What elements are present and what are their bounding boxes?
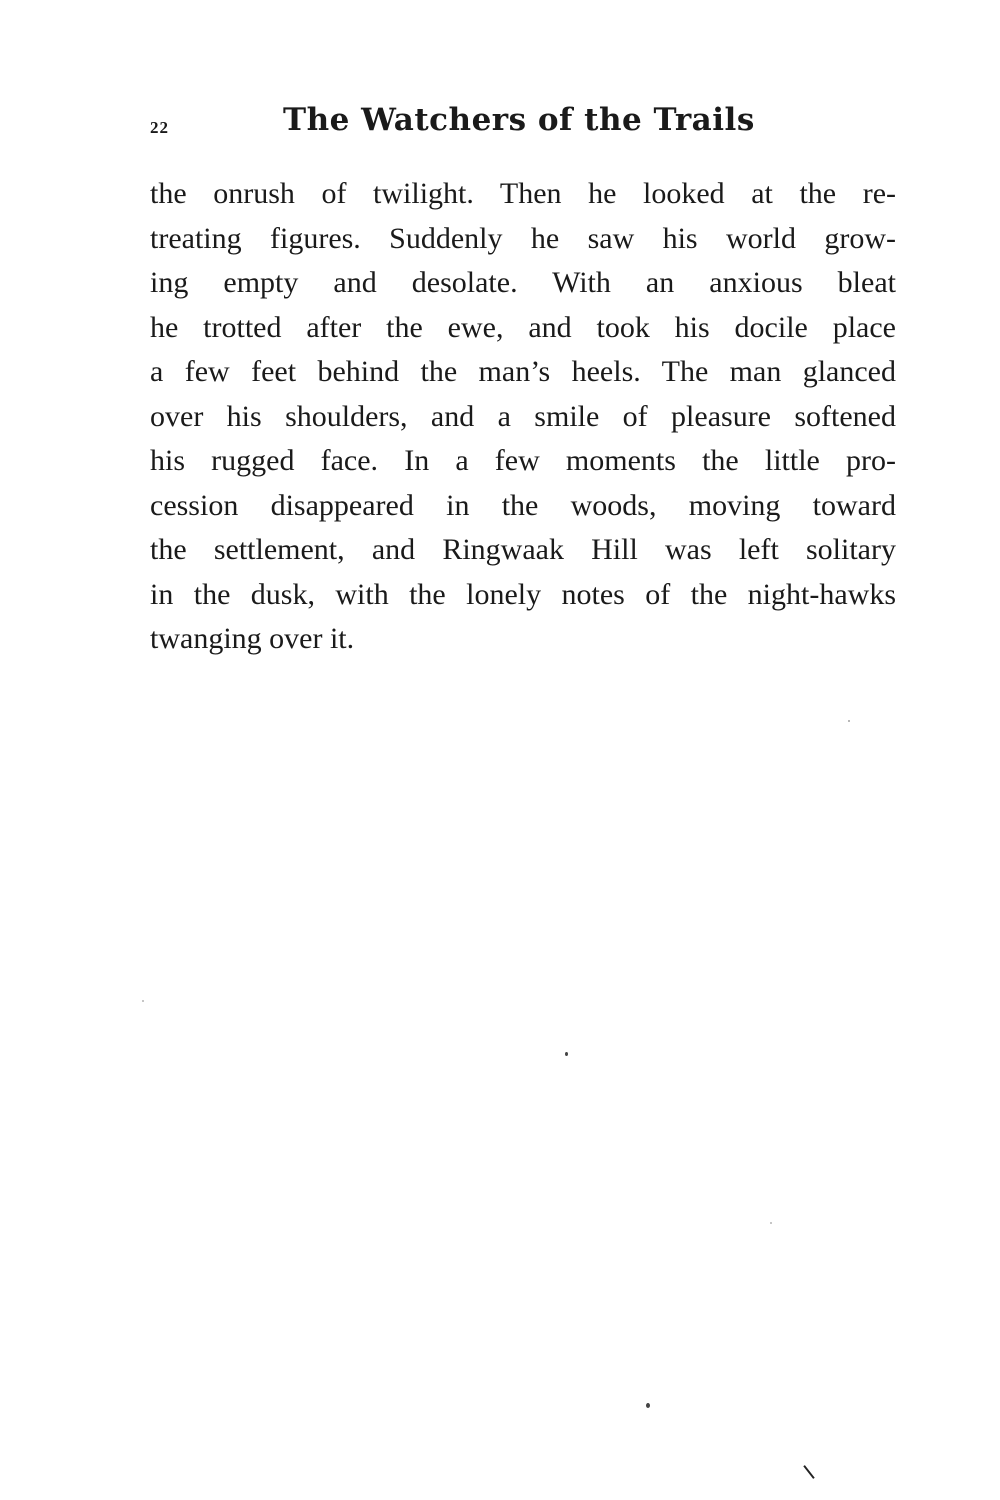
text-line: over his shoulders, and a smile of pleasure softened [150, 399, 896, 433]
body-paragraph [150, 172, 896, 662]
text-line: the settlement, and Ringwaak Hill was left solitary [150, 533, 896, 566]
running-title: The Watchers of the Trails [283, 102, 755, 138]
scan-mark [803, 1465, 814, 1479]
text-line: he trotted after the ewe, and took his docile place [150, 310, 896, 344]
page-number: 22 [150, 118, 169, 137]
scan-speck [848, 720, 850, 722]
scan-speck [646, 1403, 650, 1408]
text-line: treating figures. Suddenly he saw his world grow- [150, 221, 896, 255]
text-line: a few feet behind the man’s heels. The man glanced [150, 355, 896, 388]
text-line: the onrush of twilight. Then he looked at the re- [150, 177, 896, 210]
text-line: ing empty and desolate. With an anxious bleat [150, 266, 896, 299]
running-head [150, 102, 900, 152]
scan-speck [565, 1052, 568, 1056]
scan-speck [770, 1222, 772, 1224]
text-line: cession disappeared in the woods, moving toward [150, 488, 896, 522]
text-line: twanging over it. [150, 622, 355, 655]
text-line: in the dusk, with the lonely notes of the night-hawks [150, 577, 896, 611]
scan-speck [142, 1000, 144, 1002]
text-line: his rugged face. In a few moments the little pro- [150, 444, 896, 477]
